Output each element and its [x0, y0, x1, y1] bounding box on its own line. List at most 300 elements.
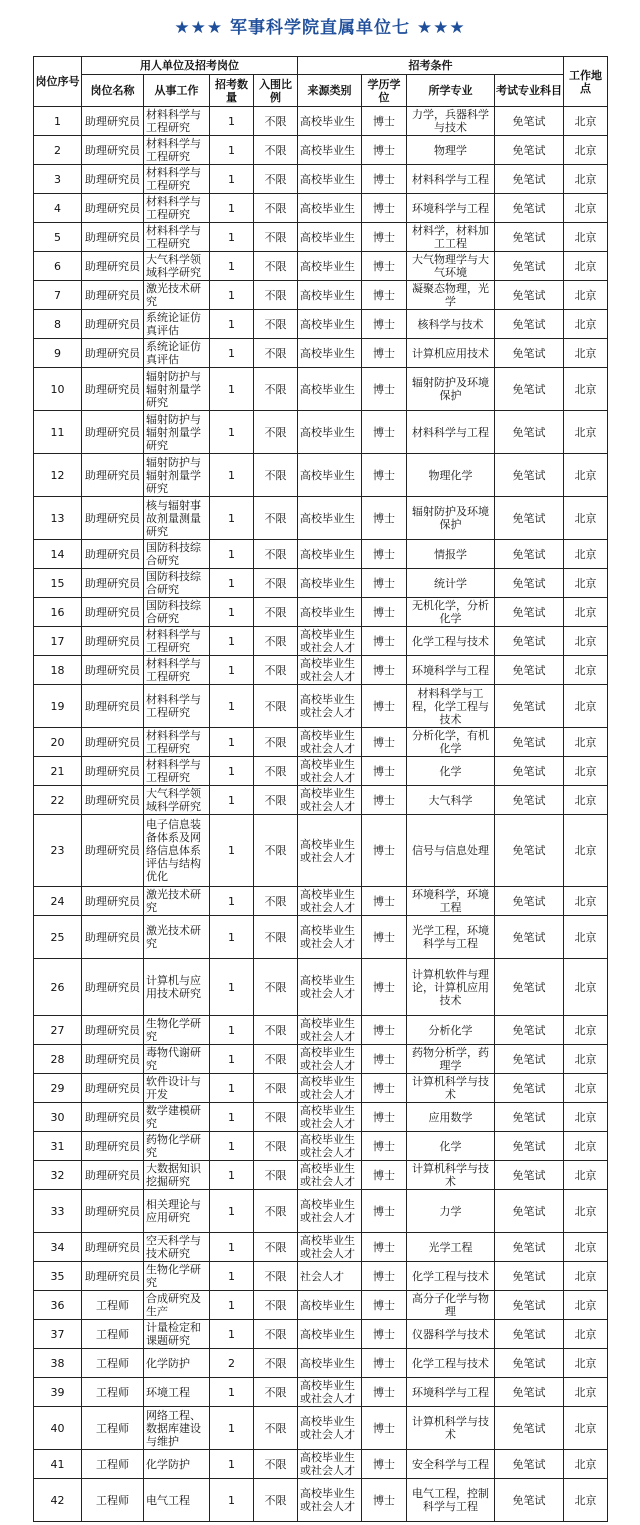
cell-work: 电气工程: [144, 1479, 210, 1522]
cell-source: 高校毕业生: [298, 194, 362, 223]
cell-seq: 15: [34, 569, 82, 598]
cell-position: 工程师: [82, 1407, 144, 1450]
header-work: 从事工作: [144, 75, 210, 107]
cell-location: 北京: [564, 959, 608, 1016]
cell-count: 1: [210, 1045, 254, 1074]
cell-major: 计算机科学与技术: [407, 1161, 495, 1190]
cell-source: 高校毕业生: [298, 310, 362, 339]
cell-exam: 免笔试: [495, 165, 564, 194]
cell-work: 辐射防护与辐射剂量学研究: [144, 368, 210, 411]
cell-location: 北京: [564, 310, 608, 339]
cell-seq: 17: [34, 627, 82, 656]
cell-degree: 博士: [362, 1378, 407, 1407]
cell-seq: 34: [34, 1233, 82, 1262]
cell-seq: 41: [34, 1450, 82, 1479]
cell-count: 1: [210, 598, 254, 627]
cell-count: 1: [210, 368, 254, 411]
cell-degree: 博士: [362, 107, 407, 136]
cell-work: 电子信息装备体系及网络信息体系评估与结构优化: [144, 815, 210, 887]
cell-count: 1: [210, 1378, 254, 1407]
cell-degree: 博士: [362, 815, 407, 887]
cell-count: 1: [210, 1016, 254, 1045]
table-row: [34, 569, 608, 598]
cell-seq: 11: [34, 411, 82, 454]
cell-degree: 博士: [362, 310, 407, 339]
cell-ratio: 不限: [254, 728, 298, 757]
cell-count: 1: [210, 497, 254, 540]
header-row-columns: [34, 75, 608, 107]
cell-major: 凝聚态物理，光学: [407, 281, 495, 310]
cell-count: 1: [210, 1320, 254, 1349]
cell-seq: 27: [34, 1016, 82, 1045]
cell-position: 助理研究员: [82, 411, 144, 454]
table-row: [34, 959, 608, 1016]
header-count: 招考数量: [210, 75, 254, 107]
cell-location: 北京: [564, 497, 608, 540]
cell-degree: 博士: [362, 339, 407, 368]
cell-location: 北京: [564, 1349, 608, 1378]
cell-count: 1: [210, 281, 254, 310]
cell-location: 北京: [564, 1132, 608, 1161]
cell-exam: 免笔试: [495, 757, 564, 786]
cell-work: 网络工程、数据库建设与维护: [144, 1407, 210, 1450]
cell-major: 环境科学与工程: [407, 1378, 495, 1407]
table-body: [34, 107, 608, 1522]
table-row: [34, 1407, 608, 1450]
header-seq: 岗位序号: [34, 57, 82, 107]
cell-location: 北京: [564, 1407, 608, 1450]
cell-source: 高校毕业生或社会人才: [298, 1132, 362, 1161]
cell-exam: 免笔试: [495, 497, 564, 540]
cell-degree: 博士: [362, 786, 407, 815]
cell-exam: 免笔试: [495, 685, 564, 728]
cell-degree: 博士: [362, 368, 407, 411]
cell-location: 北京: [564, 598, 608, 627]
cell-source: 高校毕业生: [298, 497, 362, 540]
header-ratio: 入围比例: [254, 75, 298, 107]
cell-major: 辐射防护及环境保护: [407, 497, 495, 540]
cell-major: 材料科学与工程: [407, 165, 495, 194]
cell-degree: 博士: [362, 1016, 407, 1045]
cell-location: 北京: [564, 1262, 608, 1291]
cell-exam: 免笔试: [495, 454, 564, 497]
cell-degree: 博士: [362, 497, 407, 540]
cell-exam: 免笔试: [495, 252, 564, 281]
cell-ratio: 不限: [254, 136, 298, 165]
cell-degree: 博士: [362, 656, 407, 685]
cell-ratio: 不限: [254, 916, 298, 959]
table-row: [34, 815, 608, 887]
cell-position: 助理研究员: [82, 916, 144, 959]
cell-major: 大气科学: [407, 786, 495, 815]
header-location: 工作地点: [564, 57, 608, 107]
cell-ratio: 不限: [254, 252, 298, 281]
table-row: [34, 194, 608, 223]
header-group-unit: 用人单位及招考岗位: [82, 57, 298, 75]
cell-work: 材料科学与工程研究: [144, 165, 210, 194]
table-row: [34, 1262, 608, 1291]
cell-degree: 博士: [362, 411, 407, 454]
cell-exam: 免笔试: [495, 786, 564, 815]
cell-major: 材料科学与工程: [407, 411, 495, 454]
cell-work: 材料科学与工程研究: [144, 627, 210, 656]
cell-count: 1: [210, 252, 254, 281]
header-source: 来源类别: [298, 75, 362, 107]
table-row: [34, 1320, 608, 1349]
cell-work: 药物化学研究: [144, 1132, 210, 1161]
cell-count: 1: [210, 569, 254, 598]
table-row: [34, 310, 608, 339]
cell-source: 高校毕业生: [298, 136, 362, 165]
cell-ratio: 不限: [254, 165, 298, 194]
cell-source: 高校毕业生或社会人才: [298, 1378, 362, 1407]
cell-source: 高校毕业生: [298, 368, 362, 411]
table-row: [34, 1045, 608, 1074]
cell-major: 安全科学与工程: [407, 1450, 495, 1479]
cell-location: 北京: [564, 281, 608, 310]
cell-source: 高校毕业生或社会人才: [298, 959, 362, 1016]
cell-seq: 24: [34, 887, 82, 916]
table-row: [34, 916, 608, 959]
recruitment-table: [33, 56, 608, 1522]
cell-exam: 免笔试: [495, 1016, 564, 1045]
table-row: [34, 786, 608, 815]
cell-seq: 8: [34, 310, 82, 339]
cell-seq: 31: [34, 1132, 82, 1161]
cell-ratio: 不限: [254, 281, 298, 310]
cell-work: 国防科技综合研究: [144, 569, 210, 598]
cell-ratio: 不限: [254, 685, 298, 728]
cell-ratio: 不限: [254, 656, 298, 685]
cell-ratio: 不限: [254, 1233, 298, 1262]
cell-location: 北京: [564, 194, 608, 223]
cell-position: 助理研究员: [82, 281, 144, 310]
cell-seq: 28: [34, 1045, 82, 1074]
cell-count: 1: [210, 815, 254, 887]
cell-degree: 博士: [362, 757, 407, 786]
cell-ratio: 不限: [254, 1045, 298, 1074]
cell-count: 1: [210, 786, 254, 815]
cell-ratio: 不限: [254, 815, 298, 887]
cell-major: 化学工程与技术: [407, 1262, 495, 1291]
cell-source: 高校毕业生或社会人才: [298, 916, 362, 959]
cell-position: 助理研究员: [82, 1045, 144, 1074]
cell-ratio: 不限: [254, 1320, 298, 1349]
cell-major: 高分子化学与物理: [407, 1291, 495, 1320]
cell-work: 激光技术研究: [144, 281, 210, 310]
cell-work: 国防科技综合研究: [144, 598, 210, 627]
cell-work: 环境工程: [144, 1378, 210, 1407]
cell-count: 1: [210, 1103, 254, 1132]
cell-location: 北京: [564, 454, 608, 497]
cell-position: 助理研究员: [82, 1103, 144, 1132]
cell-position: 助理研究员: [82, 598, 144, 627]
cell-work: 数学建模研究: [144, 1103, 210, 1132]
cell-degree: 博士: [362, 1262, 407, 1291]
cell-exam: 免笔试: [495, 598, 564, 627]
cell-work: 化学防护: [144, 1349, 210, 1378]
cell-degree: 博士: [362, 1132, 407, 1161]
cell-location: 北京: [564, 1320, 608, 1349]
cell-location: 北京: [564, 728, 608, 757]
table-row: [34, 1132, 608, 1161]
cell-major: 药物分析学，药理学: [407, 1045, 495, 1074]
cell-source: 高校毕业生或社会人才: [298, 815, 362, 887]
cell-exam: 免笔试: [495, 1074, 564, 1103]
cell-exam: 免笔试: [495, 339, 564, 368]
cell-source: 高校毕业生或社会人才: [298, 1407, 362, 1450]
cell-location: 北京: [564, 1016, 608, 1045]
cell-major: 计算机应用技术: [407, 339, 495, 368]
cell-major: 辐射防护及环境保护: [407, 368, 495, 411]
cell-degree: 博士: [362, 916, 407, 959]
cell-degree: 博士: [362, 1407, 407, 1450]
cell-seq: 33: [34, 1190, 82, 1233]
header-degree: 学历学位: [362, 75, 407, 107]
cell-count: 1: [210, 959, 254, 1016]
cell-source: 高校毕业生或社会人才: [298, 656, 362, 685]
table-row: [34, 1349, 608, 1378]
cell-position: 助理研究员: [82, 685, 144, 728]
cell-seq: 7: [34, 281, 82, 310]
cell-position: 工程师: [82, 1291, 144, 1320]
cell-work: 材料科学与工程研究: [144, 685, 210, 728]
cell-major: 计算机科学与技术: [407, 1074, 495, 1103]
table-row: [34, 411, 608, 454]
cell-count: 1: [210, 1479, 254, 1522]
cell-source: 高校毕业生或社会人才: [298, 685, 362, 728]
cell-position: 助理研究员: [82, 656, 144, 685]
cell-work: 计量检定和课题研究: [144, 1320, 210, 1349]
cell-seq: 4: [34, 194, 82, 223]
cell-major: 化学工程与技术: [407, 1349, 495, 1378]
cell-major: 应用数学: [407, 1103, 495, 1132]
cell-count: 1: [210, 310, 254, 339]
cell-ratio: 不限: [254, 959, 298, 1016]
cell-count: 1: [210, 136, 254, 165]
cell-seq: 35: [34, 1262, 82, 1291]
cell-position: 助理研究员: [82, 569, 144, 598]
cell-source: 高校毕业生或社会人才: [298, 1479, 362, 1522]
table-row: [34, 1074, 608, 1103]
cell-exam: 免笔试: [495, 1349, 564, 1378]
cell-work: 生物化学研究: [144, 1262, 210, 1291]
cell-ratio: 不限: [254, 368, 298, 411]
cell-ratio: 不限: [254, 1378, 298, 1407]
cell-ratio: 不限: [254, 887, 298, 916]
cell-major: 环境科学与工程: [407, 656, 495, 685]
cell-exam: 免笔试: [495, 1320, 564, 1349]
cell-seq: 5: [34, 223, 82, 252]
cell-position: 助理研究员: [82, 1233, 144, 1262]
cell-location: 北京: [564, 1045, 608, 1074]
cell-source: 高校毕业生: [298, 1291, 362, 1320]
cell-degree: 博士: [362, 728, 407, 757]
cell-major: 核科学与技术: [407, 310, 495, 339]
table-row: [34, 627, 608, 656]
cell-exam: 免笔试: [495, 815, 564, 887]
table-row: [34, 497, 608, 540]
cell-major: 物理学: [407, 136, 495, 165]
cell-major: 光学工程，环境科学与工程: [407, 916, 495, 959]
table-row: [34, 1291, 608, 1320]
cell-position: 助理研究员: [82, 1262, 144, 1291]
cell-seq: 6: [34, 252, 82, 281]
table-row: [34, 728, 608, 757]
cell-work: 化学防护: [144, 1450, 210, 1479]
cell-work: 系统论证仿真评估: [144, 339, 210, 368]
cell-work: 辐射防护与辐射剂量学研究: [144, 454, 210, 497]
cell-position: 助理研究员: [82, 107, 144, 136]
cell-location: 北京: [564, 223, 608, 252]
cell-position: 助理研究员: [82, 252, 144, 281]
cell-source: 高校毕业生: [298, 569, 362, 598]
cell-location: 北京: [564, 1378, 608, 1407]
cell-location: 北京: [564, 757, 608, 786]
cell-work: 激光技术研究: [144, 916, 210, 959]
table-row: [34, 339, 608, 368]
cell-source: 高校毕业生或社会人才: [298, 1161, 362, 1190]
cell-location: 北京: [564, 1233, 608, 1262]
cell-position: 助理研究员: [82, 223, 144, 252]
cell-source: 高校毕业生: [298, 1349, 362, 1378]
cell-count: 2: [210, 1349, 254, 1378]
cell-source: 高校毕业生: [298, 252, 362, 281]
cell-position: 助理研究员: [82, 1074, 144, 1103]
cell-position: 助理研究员: [82, 1016, 144, 1045]
cell-degree: 博士: [362, 1450, 407, 1479]
cell-position: 工程师: [82, 1378, 144, 1407]
cell-exam: 免笔试: [495, 569, 564, 598]
cell-seq: 10: [34, 368, 82, 411]
cell-seq: 12: [34, 454, 82, 497]
cell-ratio: 不限: [254, 1132, 298, 1161]
cell-location: 北京: [564, 165, 608, 194]
cell-location: 北京: [564, 368, 608, 411]
cell-location: 北京: [564, 815, 608, 887]
cell-source: 高校毕业生或社会人才: [298, 1190, 362, 1233]
cell-location: 北京: [564, 339, 608, 368]
cell-seq: 1: [34, 107, 82, 136]
cell-exam: 免笔试: [495, 1190, 564, 1233]
cell-count: 1: [210, 757, 254, 786]
table-row: [34, 454, 608, 497]
cell-seq: 16: [34, 598, 82, 627]
cell-source: 高校毕业生或社会人才: [298, 1103, 362, 1132]
cell-count: 1: [210, 165, 254, 194]
cell-exam: 免笔试: [495, 627, 564, 656]
header-group-conditions: 招考条件: [298, 57, 564, 75]
cell-source: 高校毕业生或社会人才: [298, 627, 362, 656]
cell-source: 高校毕业生或社会人才: [298, 1074, 362, 1103]
cell-work: 计算机与应用技术研究: [144, 959, 210, 1016]
cell-work: 大气科学领域科学研究: [144, 786, 210, 815]
cell-position: 助理研究员: [82, 194, 144, 223]
cell-position: 助理研究员: [82, 786, 144, 815]
cell-source: 高校毕业生: [298, 598, 362, 627]
cell-source: 高校毕业生或社会人才: [298, 728, 362, 757]
table-row: [34, 1161, 608, 1190]
cell-degree: 博士: [362, 165, 407, 194]
cell-count: 1: [210, 1407, 254, 1450]
cell-source: 高校毕业生: [298, 411, 362, 454]
cell-work: 材料科学与工程研究: [144, 656, 210, 685]
cell-position: 工程师: [82, 1349, 144, 1378]
table-row: [34, 1450, 608, 1479]
cell-location: 北京: [564, 107, 608, 136]
cell-work: 核与辐射事故剂量测量研究: [144, 497, 210, 540]
cell-degree: 博士: [362, 1103, 407, 1132]
cell-seq: 25: [34, 916, 82, 959]
table-row: [34, 165, 608, 194]
cell-exam: 免笔试: [495, 1103, 564, 1132]
cell-work: 材料科学与工程研究: [144, 107, 210, 136]
cell-count: 1: [210, 1074, 254, 1103]
cell-position: 助理研究员: [82, 165, 144, 194]
cell-seq: 22: [34, 786, 82, 815]
cell-location: 北京: [564, 1103, 608, 1132]
cell-exam: 免笔试: [495, 1291, 564, 1320]
table-row: [34, 656, 608, 685]
cell-position: 助理研究员: [82, 959, 144, 1016]
cell-location: 北京: [564, 1161, 608, 1190]
cell-major: 材料科学与工程，化学工程与技术: [407, 685, 495, 728]
cell-exam: 免笔试: [495, 1045, 564, 1074]
table-row: [34, 1378, 608, 1407]
cell-degree: 博士: [362, 454, 407, 497]
cell-location: 北京: [564, 252, 608, 281]
cell-work: 空天科学与技术研究: [144, 1233, 210, 1262]
cell-count: 1: [210, 1262, 254, 1291]
cell-work: 材料科学与工程研究: [144, 136, 210, 165]
cell-exam: 免笔试: [495, 656, 564, 685]
cell-major: 情报学: [407, 540, 495, 569]
cell-major: 大气物理学与大气环境: [407, 252, 495, 281]
cell-ratio: 不限: [254, 757, 298, 786]
cell-seq: 21: [34, 757, 82, 786]
cell-position: 工程师: [82, 1450, 144, 1479]
cell-position: 助理研究员: [82, 454, 144, 497]
cell-source: 高校毕业生或社会人才: [298, 887, 362, 916]
header-major: 所学专业: [407, 75, 495, 107]
cell-location: 北京: [564, 685, 608, 728]
cell-position: 助理研究员: [82, 540, 144, 569]
cell-degree: 博士: [362, 598, 407, 627]
cell-degree: 博士: [362, 223, 407, 252]
cell-major: 无机化学，分析化学: [407, 598, 495, 627]
cell-degree: 博士: [362, 627, 407, 656]
cell-seq: 14: [34, 540, 82, 569]
cell-source: 高校毕业生: [298, 540, 362, 569]
cell-work: 合成研究及生产: [144, 1291, 210, 1320]
cell-seq: 3: [34, 165, 82, 194]
cell-ratio: 不限: [254, 1016, 298, 1045]
cell-work: 系统论证仿真评估: [144, 310, 210, 339]
header-row-group: [34, 57, 608, 75]
cell-position: 助理研究员: [82, 887, 144, 916]
cell-location: 北京: [564, 656, 608, 685]
cell-exam: 免笔试: [495, 411, 564, 454]
cell-count: 1: [210, 411, 254, 454]
cell-work: 毒物代谢研究: [144, 1045, 210, 1074]
cell-degree: 博士: [362, 1233, 407, 1262]
cell-exam: 免笔试: [495, 540, 564, 569]
cell-exam: 免笔试: [495, 194, 564, 223]
cell-ratio: 不限: [254, 786, 298, 815]
cell-exam: 免笔试: [495, 1161, 564, 1190]
cell-count: 1: [210, 1450, 254, 1479]
cell-seq: 2: [34, 136, 82, 165]
